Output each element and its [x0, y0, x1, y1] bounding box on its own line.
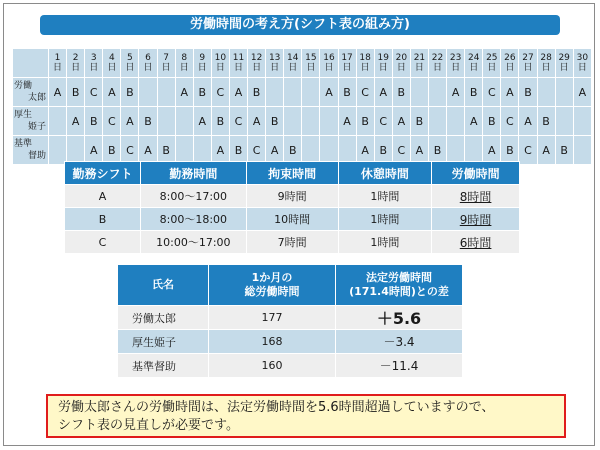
day-header: [175, 49, 193, 78]
shift-cell: [302, 78, 320, 107]
shift-cell: C: [65, 231, 141, 254]
shift-cell: A: [65, 185, 141, 208]
day-suffix: 日: [89, 63, 99, 73]
day-number: 14: [287, 53, 299, 63]
shift-cell: B: [103, 136, 121, 165]
day-number: 29: [558, 53, 570, 63]
shift-cell: [537, 78, 555, 107]
shift-cell: B: [465, 78, 483, 107]
day-suffix: 日: [414, 63, 424, 73]
shift-cell: [428, 107, 446, 136]
shift-cell: A: [573, 78, 591, 107]
day-header: [374, 49, 392, 78]
shift-cell: A: [483, 136, 501, 165]
day-header: [392, 49, 410, 78]
shift-cell: B: [428, 136, 446, 165]
shift-cell: B: [121, 78, 139, 107]
day-suffix: 日: [505, 63, 515, 73]
day-suffix: 日: [270, 63, 280, 73]
shift-cell: A: [410, 136, 428, 165]
shift-row: [65, 208, 520, 231]
shift-cell: B: [229, 136, 247, 165]
day-suffix: 日: [541, 63, 551, 73]
day-suffix: 日: [396, 63, 406, 73]
shift-cell: B: [483, 107, 501, 136]
shift-cell: A: [465, 107, 483, 136]
staff-name-line-1: 厚生: [14, 110, 33, 120]
shift-cell: C: [374, 107, 392, 136]
shift-cell: B: [501, 136, 519, 165]
shift-cell: C: [392, 136, 410, 165]
shift-cell: [139, 78, 157, 107]
shift-cell: [573, 136, 591, 165]
shift-cell: [49, 107, 67, 136]
day-header: [157, 49, 175, 78]
shift-cell: B: [248, 78, 266, 107]
shift-cell: A: [229, 78, 247, 107]
day-header: [139, 49, 157, 78]
day-suffix: 日: [125, 63, 135, 73]
day-number: 11: [232, 53, 245, 63]
staff-name: [13, 107, 49, 136]
shift-cell: 8:00～18:00: [140, 208, 246, 231]
shift-cell: A: [356, 136, 374, 165]
staff-name-line-1: 労働: [14, 81, 33, 91]
shift-table-header: 休憩時間: [338, 162, 432, 185]
shift-cell: 8時間: [432, 185, 520, 208]
shift-table-header: 労働時間: [432, 162, 520, 185]
day-number: 19: [377, 53, 389, 63]
shift-cell: [555, 78, 573, 107]
header-difference: 法定労働時間 (171.4時間)との差: [336, 265, 463, 306]
day-suffix: 日: [324, 63, 334, 73]
day-number: 2: [72, 53, 79, 63]
calendar-row: [13, 107, 592, 136]
shift-cell: [284, 107, 302, 136]
shift-cell: A: [67, 107, 85, 136]
day-header: [211, 49, 229, 78]
shift-cell: B: [85, 107, 103, 136]
day-header: [410, 49, 428, 78]
shift-cell: A: [139, 136, 157, 165]
day-header: [428, 49, 446, 78]
shift-cell: A: [211, 136, 229, 165]
shift-definition-table: [64, 161, 520, 254]
day-header: [248, 49, 266, 78]
shift-cell: [447, 107, 465, 136]
note-line-1: 労働太郎さんの労働時間は、法定労働時間を5.6時間超過していますので、: [58, 400, 495, 415]
shift-cell: [320, 107, 338, 136]
day-number: 9: [199, 53, 206, 63]
day-number: 26: [504, 53, 516, 63]
shift-cell: C: [356, 78, 374, 107]
day-number: 23: [449, 53, 462, 63]
day-suffix: 日: [143, 63, 153, 73]
shift-row: [65, 185, 520, 208]
shift-cell: B: [356, 107, 374, 136]
shift-cell: B: [374, 136, 392, 165]
shift-cell: A: [103, 78, 121, 107]
day-number: 5: [127, 53, 133, 63]
hours-difference: ＋5.6: [336, 306, 463, 330]
shift-cell: A: [392, 107, 410, 136]
shift-row: [65, 231, 520, 254]
total-row: [118, 354, 463, 378]
day-header: [483, 49, 501, 78]
shift-cell: A: [374, 78, 392, 107]
staff-name: [13, 78, 49, 107]
shift-cell: [428, 78, 446, 107]
day-header: [465, 49, 483, 78]
day-suffix: 日: [487, 63, 497, 73]
day-header: [338, 49, 356, 78]
header-total-hours: 1か月の 総労働時間: [209, 265, 336, 306]
staff-name: 厚生姫子: [118, 330, 209, 354]
day-suffix: 日: [523, 63, 533, 73]
staff-name: 基準督助: [118, 354, 209, 378]
staff-name-line-1: 基準: [14, 139, 33, 149]
day-header: [356, 49, 374, 78]
day-suffix: 日: [215, 63, 225, 73]
shift-cell: [157, 107, 175, 136]
day-header: [320, 49, 338, 78]
day-number: 17: [341, 53, 353, 63]
shift-cell: A: [121, 107, 139, 136]
shift-cell: 1時間: [338, 231, 432, 254]
day-suffix: 日: [71, 63, 81, 73]
day-suffix: 日: [342, 63, 352, 73]
day-number: 24: [467, 53, 480, 63]
shift-cell: 9時間: [432, 208, 520, 231]
shift-cell: B: [157, 136, 175, 165]
shift-cell: [302, 107, 320, 136]
day-number: 15: [305, 53, 317, 63]
day-suffix: 日: [559, 63, 569, 73]
shift-cell: [266, 78, 284, 107]
day-suffix: 日: [53, 63, 63, 73]
shift-cell: A: [193, 107, 211, 136]
page-title: 労働時間の考え方(シフト表の組み方): [40, 15, 560, 35]
day-number: 18: [359, 53, 371, 63]
day-header: [49, 49, 67, 78]
day-number: 7: [163, 53, 169, 63]
shift-cell: [284, 78, 302, 107]
total-hours: 177: [209, 306, 336, 330]
shift-cell: B: [555, 136, 573, 165]
day-header: [519, 49, 537, 78]
hours-difference: －3.4: [336, 330, 463, 354]
shift-table-header: 勤務シフト: [65, 162, 141, 185]
shift-cell: B: [65, 208, 141, 231]
shift-cell: C: [85, 78, 103, 107]
shift-cell: A: [248, 107, 266, 136]
day-header: [284, 49, 302, 78]
shift-cell: B: [284, 136, 302, 165]
day-number: 27: [522, 53, 534, 63]
day-suffix: 日: [360, 63, 370, 73]
day-header: [85, 49, 103, 78]
day-number: 3: [90, 53, 97, 63]
total-row: [118, 306, 463, 330]
shift-cell: B: [338, 78, 356, 107]
calendar-corner: [13, 49, 49, 78]
staff-name: 労働太郎: [118, 306, 209, 330]
shift-calendar: [12, 48, 592, 165]
shift-cell: 8:00～17:00: [140, 185, 246, 208]
shift-cell: C: [483, 78, 501, 107]
day-number: 22: [431, 53, 444, 63]
shift-cell: B: [537, 107, 555, 136]
day-number: 12: [250, 53, 263, 63]
day-number: 21: [413, 53, 426, 63]
staff-name-line-2: 太郎: [27, 93, 46, 103]
day-suffix: 日: [179, 63, 189, 73]
day-number: 16: [323, 53, 335, 63]
day-header: [302, 49, 320, 78]
shift-cell: 7時間: [246, 231, 338, 254]
shift-cell: [555, 107, 573, 136]
monthly-hours-table: [117, 264, 463, 378]
shift-cell: B: [392, 78, 410, 107]
total-row: [118, 330, 463, 354]
shift-cell: B: [67, 78, 85, 107]
day-number: 28: [540, 53, 552, 63]
shift-cell: 10時間: [246, 208, 338, 231]
shift-table-header: 勤務時間: [140, 162, 246, 185]
note-line-2: シフト表の見直しが必要です。: [58, 418, 239, 433]
day-number: 8: [181, 53, 188, 63]
day-number: 1: [54, 53, 61, 63]
shift-cell: A: [266, 136, 284, 165]
day-suffix: 日: [306, 63, 316, 73]
shift-cell: C: [248, 136, 266, 165]
shift-cell: A: [85, 136, 103, 165]
day-header: [537, 49, 555, 78]
shift-cell: [175, 107, 193, 136]
day-suffix: 日: [451, 63, 461, 73]
shift-cell: A: [49, 78, 67, 107]
day-header: [447, 49, 465, 78]
day-suffix: 日: [433, 63, 443, 73]
header-name: 氏名: [118, 265, 209, 306]
day-suffix: 日: [577, 63, 587, 73]
day-suffix: 日: [252, 63, 262, 73]
shift-cell: B: [266, 107, 284, 136]
day-number: 6: [145, 53, 151, 63]
shift-cell: A: [537, 136, 555, 165]
day-number: 13: [268, 53, 281, 63]
day-number: 25: [486, 53, 498, 63]
day-header: [555, 49, 573, 78]
shift-cell: A: [501, 78, 519, 107]
day-header: [573, 49, 591, 78]
day-suffix: 日: [288, 63, 298, 73]
shift-cell: [573, 107, 591, 136]
staff-name: [13, 136, 49, 165]
total-hours: 168: [209, 330, 336, 354]
day-suffix: 日: [233, 63, 243, 73]
day-number: 30: [576, 53, 589, 63]
day-suffix: 日: [107, 63, 117, 73]
shift-cell: C: [229, 107, 247, 136]
day-suffix: 日: [197, 63, 207, 73]
calendar-row: [13, 78, 592, 107]
shift-cell: B: [410, 107, 428, 136]
shift-cell: C: [211, 78, 229, 107]
shift-cell: C: [121, 136, 139, 165]
day-suffix: 日: [469, 63, 479, 73]
day-number: 20: [395, 53, 408, 63]
day-header: [229, 49, 247, 78]
shift-cell: A: [338, 107, 356, 136]
shift-cell: B: [139, 107, 157, 136]
day-suffix: 日: [161, 63, 171, 73]
staff-name-line-2: 姫子: [27, 122, 46, 132]
day-header: [501, 49, 519, 78]
shift-cell: 9時間: [246, 185, 338, 208]
day-header: [103, 49, 121, 78]
day-header: [67, 49, 85, 78]
shift-cell: A: [519, 107, 537, 136]
day-header: [121, 49, 139, 78]
shift-cell: B: [519, 78, 537, 107]
shift-cell: A: [320, 78, 338, 107]
shift-cell: 1時間: [338, 208, 432, 231]
hours-difference: －11.4: [336, 354, 463, 378]
shift-cell: A: [175, 78, 193, 107]
shift-cell: A: [447, 78, 465, 107]
shift-cell: 6時間: [432, 231, 520, 254]
day-header: [193, 49, 211, 78]
conclusion-note: [46, 394, 566, 438]
shift-cell: 10:00～17:00: [140, 231, 246, 254]
shift-cell: [157, 78, 175, 107]
day-number: 4: [108, 53, 115, 63]
day-header: [266, 49, 284, 78]
shift-cell: 1時間: [338, 185, 432, 208]
day-suffix: 日: [378, 63, 388, 73]
shift-cell: B: [193, 78, 211, 107]
calendar-day-header: [13, 49, 592, 78]
shift-cell: [410, 78, 428, 107]
shift-cell: C: [103, 107, 121, 136]
day-number: 10: [214, 53, 227, 63]
total-hours: 160: [209, 354, 336, 378]
shift-cell: C: [501, 107, 519, 136]
shift-cell: C: [519, 136, 537, 165]
shift-cell: B: [211, 107, 229, 136]
shift-table-header: 拘束時間: [246, 162, 338, 185]
staff-name-line-2: 督助: [27, 151, 46, 161]
